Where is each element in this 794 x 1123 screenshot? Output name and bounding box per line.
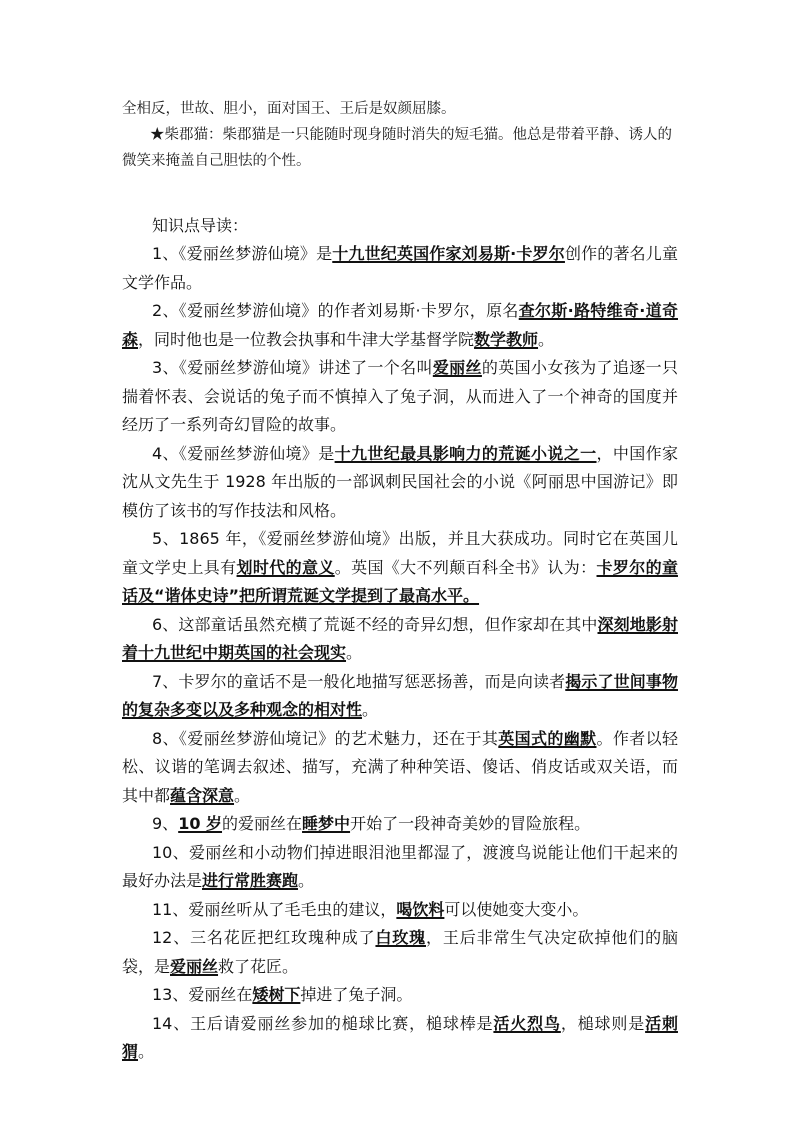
section-title: 知识点导读： <box>152 216 249 235</box>
keyword: 爱丽丝 <box>432 358 482 377</box>
keyword: 划时代的意义 <box>236 557 335 577</box>
list-item <box>122 668 678 725</box>
list-item <box>122 240 678 297</box>
keyword: 白玫瑰 <box>375 928 427 947</box>
text-segment: 4、《爱丽丝梦游仙境》是 <box>152 443 335 463</box>
text-segment: 5、1865 年，《爱丽丝梦游仙境》出版，并且大获成功。同时它在英国儿童文学史上具有 <box>122 529 678 577</box>
knowledge-list <box>122 240 678 1067</box>
text-segment: ，中国作家沈从文先生于 1928 年出版的一部讽刺民国社会的小说《阿丽思中国游记》即模仿了该书的写作技法和风格。 <box>122 443 678 520</box>
keyword: 活刺猬 <box>122 1013 678 1061</box>
keyword: 睡梦中 <box>302 814 351 833</box>
text-segment: 的爱丽丝在 <box>222 814 303 833</box>
keyword: 英国式的幽默 <box>498 728 597 748</box>
text-segment: 。 <box>138 1042 155 1061</box>
list-item <box>122 440 678 526</box>
intro-text <box>122 96 682 174</box>
keyword: 活火烈鸟 <box>493 1013 561 1033</box>
list-item <box>122 924 678 981</box>
text-segment: 。 <box>234 785 251 805</box>
text-segment: ，槌球则是 <box>560 1013 646 1033</box>
text-segment: 11、爱丽丝听从了毛毛虫的建议， <box>152 899 397 919</box>
text-segment: 。 <box>538 329 555 349</box>
keyword: 十九世纪英国作家刘易斯·卡罗尔 <box>332 244 565 263</box>
text-segment: 6、这部童话虽然充横了荒诞不经的奇异幻想，但作家却在其中 <box>152 614 598 634</box>
text-segment: 12、三名花匠把红玫瑰种成了 <box>152 928 376 947</box>
text-segment: 9、 <box>152 814 179 833</box>
text-segment: 2、《爱丽丝梦游仙境》的作者刘易斯·卡罗尔，原名 <box>152 301 519 320</box>
text-segment: 。 <box>298 871 315 890</box>
keyword: 揭示了世间事物的复杂多变以及多种观念的相对性 <box>122 671 678 719</box>
text-segment: 。 <box>346 643 363 662</box>
keyword: 蕴含深意 <box>170 785 235 805</box>
keyword: 深刻地影射着十九世纪中期英国的社会现实 <box>122 614 678 662</box>
text-segment: 3、《爱丽丝梦游仙境》讲述了一个名叫 <box>152 358 433 377</box>
text-segment: 的英国小女孩为了追逐一只揣着怀表、会说话的兔子而不慎掉入了兔子洞，从而进入了一个神奇的国度并经历了一系列奇幻冒险的故事。 <box>122 358 678 434</box>
list-item <box>122 354 678 440</box>
intro-line-1: 全相反，世故、胆小，面对国王、王后是奴颜屈膝。 <box>122 101 456 117</box>
list-item <box>122 839 678 896</box>
keyword: 爱丽丝 <box>170 956 219 976</box>
list-item <box>122 981 678 1010</box>
text-segment: 14、王后请爱丽丝参加的槌球比赛，槌球棒是 <box>152 1013 494 1033</box>
keyword: 查尔斯·路特维奇·道奇森 <box>122 301 678 349</box>
text-segment: 掉进了兔子洞。 <box>300 985 413 1004</box>
keyword: 进行常胜赛跑 <box>202 871 299 890</box>
text-segment: 1、《爱丽丝梦游仙境》是 <box>152 244 333 263</box>
text-segment: 10、爱丽丝和小动物们掉进眼泪池里都湿了，渡渡鸟说能让他们干起来的最好办法是 <box>122 842 678 890</box>
keyword: 十九世纪最具影响力的荒诞小说之一 <box>334 443 597 463</box>
text-segment: 救了花匠。 <box>218 956 299 976</box>
text-segment: ，王后非常生气决定砍掉他们的脑袋，是 <box>122 928 678 976</box>
keyword: 数学教师 <box>474 329 539 349</box>
intro-cheshire-cat: ★柴郡猫：柴郡猫是一只能随时现身随时消失的短毛猫。他总是带着平静、诱人的微笑来掩盖自己胆怯的个性。 <box>122 127 672 169</box>
list-item <box>122 725 678 811</box>
keyword: 10 岁 <box>178 814 223 833</box>
keyword: 矮树下 <box>252 985 301 1004</box>
text-segment: 13、爱丽丝在 <box>152 985 253 1004</box>
text-segment: ，同时他也是一位教会执事和牛津大学基督学院 <box>138 329 475 349</box>
list-item <box>122 810 678 839</box>
keyword: 卡罗尔的童话及“谐体史诗”把所谓荒诞文学提到了最高水平。 <box>122 557 678 605</box>
text-segment: 。作者以轻松、议谐的笔调去叙述、描写，充满了种种笑语、傻话、俏皮话或双关语，而其中都 <box>122 728 678 805</box>
list-item <box>122 611 678 668</box>
text-segment: 创作的著名儿童文学作品。 <box>122 244 678 292</box>
list-item <box>122 525 678 611</box>
text-segment: 7、卡罗尔的童话不是一般化地描写惩恶扬善，而是向读者 <box>152 671 566 691</box>
list-item <box>122 1010 678 1067</box>
text-segment: 。 <box>362 700 379 719</box>
list-item <box>122 896 678 925</box>
list-item <box>122 297 678 354</box>
keyword: 喝饮料 <box>396 899 445 919</box>
text-segment: 开始了一段神奇美妙的冒险旅程。 <box>350 814 591 833</box>
text-segment: 可以使她变大变小。 <box>444 899 589 919</box>
text-segment: 8、《爱丽丝梦游仙境记》的艺术魅力，还在于其 <box>152 728 499 748</box>
text-segment: 。英国《大不列颠百科全书》认为： <box>334 557 597 577</box>
